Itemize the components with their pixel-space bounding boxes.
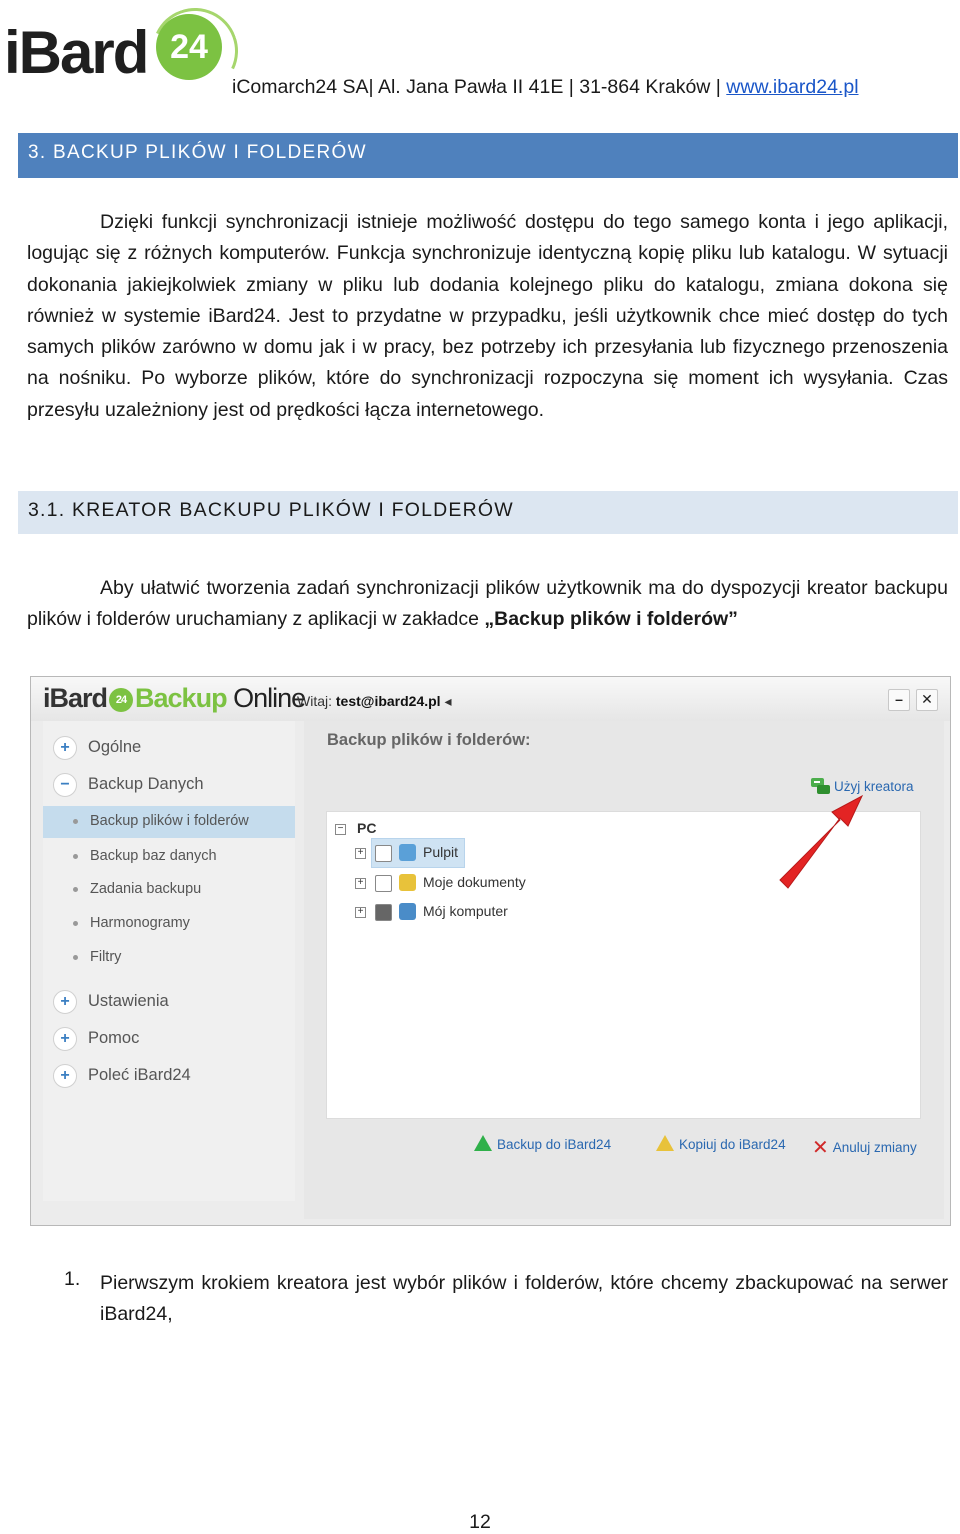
copy-arrow-icon — [656, 1135, 674, 1151]
sidebar-subitem-files[interactable] — [43, 806, 295, 838]
red-pointer-arrow-icon — [770, 788, 890, 898]
plus-icon: + — [53, 990, 77, 1014]
app-logo-badge: 24 — [109, 688, 133, 712]
tree-root-label: PC — [357, 820, 377, 836]
sidebar-subitem-label: Harmonogramy — [90, 915, 190, 931]
sidebar-item-label: Ogólne — [88, 738, 142, 756]
welcome-label: Witaj: — [297, 693, 332, 709]
copy-button-label: Kopiuj do iBard24 — [679, 1137, 786, 1152]
bullet-icon — [73, 887, 78, 892]
checkbox[interactable] — [375, 875, 392, 892]
sidebar-subitem-label: Backup plików i folderów — [90, 813, 249, 829]
backup-button-label: Backup do iBard24 — [497, 1137, 612, 1152]
cancel-x-icon: ✕ — [812, 1137, 829, 1159]
section-paragraph — [27, 207, 948, 426]
ibard24-logo — [4, 4, 240, 100]
checkbox[interactable] — [375, 845, 392, 862]
subsection-title: 3.1. KREATOR BACKUPU PLIKÓW I FOLDERÓW — [18, 491, 958, 534]
use-wizard-link[interactable]: Użyj kreatora — [834, 779, 914, 794]
subsection-paragraph — [27, 573, 948, 636]
plus-icon: + — [53, 736, 77, 760]
list-number: 1. — [64, 1268, 81, 1290]
welcome-username: test@ibard24.pl — [335, 693, 441, 709]
app-logo-backup: Backup — [135, 683, 227, 713]
sidebar-subitem-databases[interactable] — [43, 841, 295, 873]
sidebar-subitem-label: Zadania backupu — [90, 881, 202, 897]
minus-icon: − — [53, 773, 77, 797]
sidebar-subitem-tasks[interactable] — [43, 874, 295, 906]
minimize-button[interactable]: – — [888, 689, 910, 711]
app-titlebar — [31, 677, 950, 721]
page-number: 12 — [469, 1511, 491, 1533]
upload-arrow-icon — [474, 1135, 492, 1151]
caret-left-icon: ◂ — [444, 693, 452, 709]
sidebar-item-help[interactable] — [43, 1022, 295, 1056]
sidebar-subitem-filters[interactable] — [43, 942, 295, 974]
backup-button[interactable] — [474, 1135, 611, 1152]
sidebar-item-label: Poleć iBard24 — [88, 1066, 191, 1084]
header-company-info — [232, 76, 859, 99]
subsection-paragraph-bold: „Backup plików i folderów” — [484, 608, 738, 631]
sidebar-item-recommend[interactable] — [43, 1059, 295, 1093]
section-title: 3. BACKUP PLIKÓW I FOLDERÓW — [18, 133, 958, 178]
desktop-icon — [399, 844, 416, 861]
copy-button[interactable] — [656, 1135, 786, 1152]
sidebar-subitem-label: Filtry — [90, 949, 122, 965]
plus-icon: + — [53, 1064, 77, 1088]
app-screenshot — [30, 676, 951, 1226]
app-logo — [43, 683, 305, 714]
website-link[interactable]: www.ibard24.pl — [726, 76, 859, 98]
sidebar-item-general[interactable] — [43, 731, 295, 765]
sidebar-item-backup[interactable] — [43, 768, 295, 802]
close-button[interactable]: ✕ — [916, 689, 938, 711]
panel-title: Backup plików i folderów: — [327, 731, 531, 749]
section-paragraph-text: Dzięki funkcji synchronizacji istnieje możliwość dostępu do tego samego konta i jego aplikacji, logując się z różnych komputerów. Funkcja synchronizuje identyczną kopię pliku lub katalogu. W sytuacji dokonania jakiejkolwiek zmiany w pliku lub dodania kolejnego pliku do katalogu, zmiana dokona się również w systemie iBard24. Jest to przydatne w przypadku, jeśli użytkownik chce mieć dostęp do tych samych plików zarówno w domu jak i w pracy, bez potrzeby ich przesyłania lub fizycznego przenoszenia na nośniku. Po wyborze plików, które do synchronizacji rozpoczyna się moment ich wysyłania. Czas przesyłu uzależniony jest od prędkości łącza internetowego. — [27, 211, 948, 421]
sidebar-subitem-schedules[interactable] — [43, 908, 295, 940]
bullet-icon — [73, 854, 78, 859]
sidebar-item-label: Backup Danych — [88, 775, 204, 793]
expand-icon[interactable]: + — [355, 907, 366, 918]
sidebar-item-label: Pomoc — [88, 1029, 140, 1047]
logo-badge: 24 — [156, 14, 222, 80]
sidebar-item-label: Ustawienia — [88, 992, 169, 1010]
folder-icon — [399, 874, 416, 891]
cancel-button-label: Anuluj zmiany — [832, 1140, 917, 1155]
bullet-icon — [73, 955, 78, 960]
expand-icon[interactable]: + — [355, 848, 366, 859]
logo-wordmark: iBard — [4, 19, 148, 86]
app-sidebar — [43, 721, 295, 1201]
app-logo-online: Online — [233, 683, 306, 713]
computer-icon — [399, 903, 416, 920]
sidebar-subitem-label: Backup baz danych — [90, 848, 217, 864]
expand-icon[interactable]: + — [355, 878, 366, 889]
cancel-changes-button[interactable] — [812, 1135, 917, 1160]
sidebar-item-settings[interactable] — [43, 985, 295, 1019]
app-logo-prefix: iBard — [43, 683, 108, 713]
plus-icon: + — [53, 1027, 77, 1051]
collapse-icon[interactable]: − — [335, 824, 346, 835]
bullet-icon — [73, 819, 78, 824]
list-item-text: Pierwszym krokiem kreatora jest wybór plików i folderów, które chcemy zbackupować na serwer iBard24, — [100, 1272, 948, 1326]
subsection-paragraph-text: Aby ułatwić tworzenia zadań synchronizacji plików użytkownik ma do dyspozycji kreator backupu plików i folderów uruchamiany z aplikacji w zakładce — [27, 577, 948, 631]
checkbox-partial[interactable] — [375, 904, 392, 921]
tree-item-label: Pulpit — [423, 844, 459, 860]
company-address: iComarch24 SA| Al. Jana Pawła II 41E | 31-864 Kraków | — [232, 76, 721, 98]
welcome-user[interactable] — [297, 693, 452, 710]
tree-item-label: Moje dokumenty — [423, 874, 526, 890]
bullet-icon — [73, 921, 78, 926]
tree-item-label: Mój komputer — [423, 903, 508, 919]
